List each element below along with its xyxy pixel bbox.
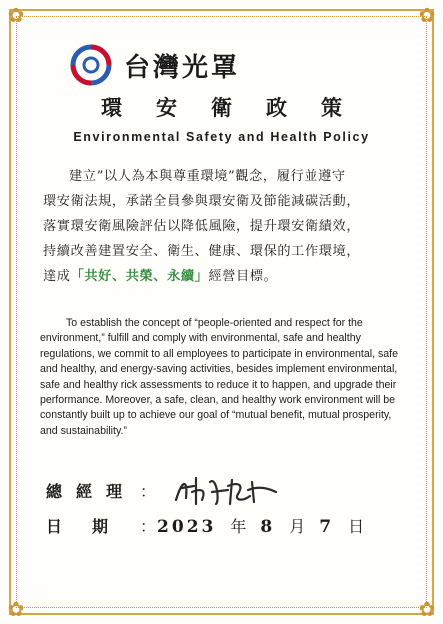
goal-suffix: 經營目標。 bbox=[208, 269, 278, 284]
goal-highlight: 「共好、共榮、永續」 bbox=[70, 269, 209, 284]
date-label: 日期 bbox=[46, 517, 139, 536]
date-month-unit: 月 bbox=[289, 517, 306, 536]
policy-text-zh bbox=[43, 164, 403, 289]
signer-colon: ： bbox=[140, 481, 157, 501]
date-year-unit: 年 bbox=[230, 517, 247, 536]
policy-line: 環安衛法規，承諾全員參與環安衛及節能減碳活動， bbox=[43, 194, 361, 209]
policy-line: 持續改善建置安全、衛生、健康、環保的工作環境， bbox=[43, 244, 361, 259]
date-year: 2023 bbox=[157, 517, 217, 537]
logo-mark-icon bbox=[70, 44, 112, 86]
logo-wordmark: 台灣光罩 bbox=[124, 52, 241, 83]
date-row bbox=[46, 514, 378, 537]
corner-ornament-icon: ✿ bbox=[7, 3, 25, 27]
policy-text-en bbox=[40, 316, 410, 439]
date-colon: ： bbox=[140, 517, 158, 536]
handwritten-signature bbox=[172, 470, 282, 510]
signer-role-label: 總經理 bbox=[46, 481, 137, 501]
date-day-unit: 日 bbox=[348, 517, 365, 536]
corner-ornament-icon: ✿ bbox=[7, 597, 25, 621]
signature-row bbox=[46, 470, 282, 510]
date-day: 7 bbox=[319, 517, 335, 537]
corner-ornament-icon: ✿ bbox=[418, 597, 436, 621]
date-month: 8 bbox=[260, 517, 276, 537]
page-title-zh: 環安衛政策 bbox=[101, 95, 376, 120]
corner-ornament-icon: ✿ bbox=[418, 3, 436, 27]
company-logo bbox=[70, 44, 240, 86]
policy-line: 落實環安衛風險評估以降低風險，提升環安衛績效， bbox=[43, 219, 361, 234]
page-title-en: Environmental Safety and Health Policy bbox=[73, 130, 370, 144]
policy-paragraph-en: To establish the concept of “people-oriented and respect for the environment,” fulfill and comply with environmental, safe and healthy regulations, we commit to all employees to participate in environmental, safe and healthy, and energy-saving activities, besides implement environmental, safe and healthy rick assessments to reduce it to happen, and upgrade their performance. Moreover, a safe, clean, and healthy work environment will be constantly built up to achieve our goal of “mutual benefit, mutual prosperity, and sustainability.” bbox=[40, 317, 399, 437]
goal-prefix: 達成 bbox=[43, 269, 71, 284]
policy-line: 建立”以人為本與尊重環境”觀念，履行並遵守 bbox=[69, 169, 346, 184]
policy-line bbox=[43, 264, 403, 289]
